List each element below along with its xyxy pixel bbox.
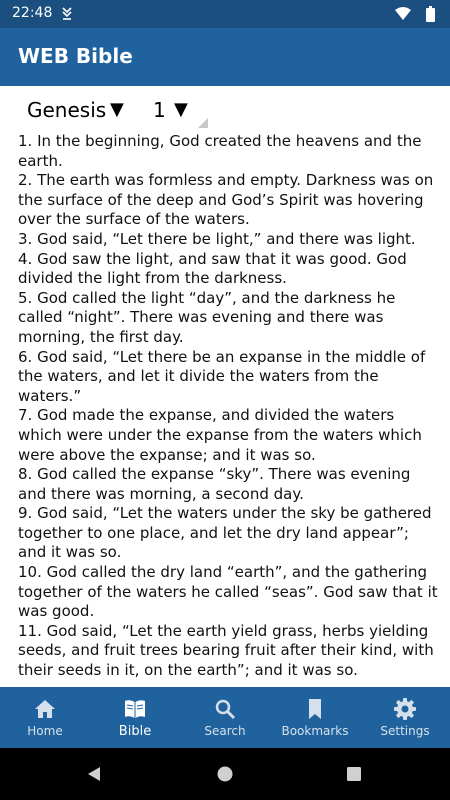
nav-settings-label: Settings: [380, 724, 430, 738]
book-select[interactable]: [22, 90, 140, 128]
nav-bible[interactable]: [90, 687, 180, 748]
verse[interactable]: 10. God called the dry land “earth”, and the gathering together of the waters he called “seas”. God saw that it was good.: [18, 563, 438, 621]
chapter-select[interactable]: [148, 90, 208, 128]
dropdown-corner-icon: [198, 118, 208, 128]
verse-list[interactable]: [18, 132, 438, 687]
verse[interactable]: 4. God saw the light, and saw that it was good. God divided the light from the darkness.: [18, 249, 407, 288]
home-circle-icon: [217, 766, 233, 782]
system-navigation-bar: [0, 748, 450, 800]
nav-settings[interactable]: [360, 687, 450, 748]
verse[interactable]: 5. God called the light “day”, and the darkness he called “night”. There was evening and there was morning, the first day.: [18, 288, 396, 346]
app-bar: [0, 28, 450, 86]
back-triangle-icon: [86, 766, 102, 782]
open-book-icon: [123, 697, 147, 721]
search-icon: [213, 697, 237, 721]
bookmark-icon: [303, 697, 327, 721]
nav-bookmarks-label: Bookmarks: [281, 724, 349, 738]
status-time: 22:48: [12, 5, 53, 21]
recents-square-icon: [346, 766, 362, 782]
selector-row: [0, 86, 450, 132]
home-button[interactable]: [195, 748, 255, 800]
status-bar: [0, 0, 450, 28]
nav-home-label: Home: [27, 724, 63, 738]
download-notification-icon: [61, 6, 73, 20]
verse[interactable]: 9. God said, “Let the waters under the sky be gathered together to one place, and let the dry land appear”; and it was so.: [18, 504, 432, 562]
app-title: WEB Bible: [18, 44, 133, 68]
nav-bible-label: Bible: [118, 724, 152, 739]
chevron-down-icon: ▼: [110, 99, 124, 120]
home-icon: [33, 697, 57, 721]
verse[interactable]: 7. God made the expanse, and divided the waters which were under the expanse from the waters which were above the expanse; and it was so.: [18, 406, 422, 464]
verse[interactable]: 2. The earth was formless and empty. Darkness was on the surface of the deep and God’s Spirit was hovering over the surface of the waters.: [18, 171, 434, 229]
wifi-icon: [395, 7, 411, 20]
recents-button[interactable]: [324, 748, 384, 800]
verse[interactable]: 8. God called the expanse “sky”. There was evening and there was morning, a second day.: [18, 465, 411, 503]
nav-search[interactable]: [180, 687, 270, 748]
verse[interactable]: 3. God said, “Let there be light,” and there was light.: [18, 229, 416, 248]
verse[interactable]: 11. God said, “Let the earth yield grass, herbs yielding seeds, and fruit trees bearing fruit after their kind, with their seeds in it, on the earth”; and it was so.: [18, 621, 434, 680]
gear-icon: [393, 697, 417, 721]
nav-search-label: Search: [204, 724, 246, 738]
back-button[interactable]: [64, 748, 124, 800]
battery-icon: [426, 6, 435, 22]
nav-bookmarks[interactable]: [270, 687, 360, 748]
bottom-navigation: [0, 687, 450, 748]
verse[interactable]: 6. God said, “Let there be an expanse in the middle of the waters, and let it divide the waters from the waters.”: [18, 347, 426, 405]
chevron-down-icon: ▼: [174, 99, 188, 120]
verse[interactable]: 1. In the beginning, God created the heavens and the earth.: [18, 132, 422, 170]
nav-home[interactable]: [0, 687, 90, 748]
chapter-select-value: 1: [153, 98, 166, 122]
book-select-value: Genesis: [27, 98, 107, 122]
